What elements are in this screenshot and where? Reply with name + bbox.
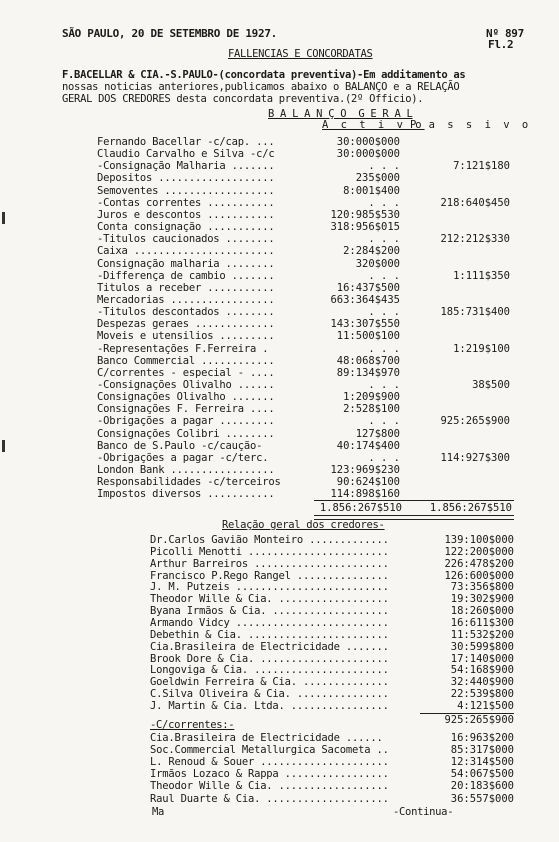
balance-row-activo: . . . bbox=[368, 451, 400, 464]
balance-row-activo: 16:437$500 bbox=[336, 281, 400, 294]
creditor-name: Dr.Carlos Gavião Monteiro ............. bbox=[150, 534, 389, 546]
creditor-value: 22:539$800 bbox=[450, 688, 514, 701]
creditor-name: Theodor Wille & Cia. .................. bbox=[150, 593, 389, 606]
creditor-name: Byana Irmãos & Cia. ................... bbox=[150, 605, 389, 618]
creditors-title: Relação geral dos credores- bbox=[222, 519, 385, 531]
cc-creditor-name: L. Renoud & Souer ..................... bbox=[150, 756, 389, 769]
balance-row-activo: 127$800 bbox=[355, 427, 400, 440]
balance-row-label: -Differença de cambio ....... bbox=[97, 269, 275, 282]
creditor-name: Arthur Barreiros ...................... bbox=[150, 557, 389, 570]
creditor-value: 16:611$300 bbox=[450, 616, 514, 629]
balance-row-passivo: 7:121$180 bbox=[453, 160, 510, 173]
balance-row-label: -Contas correntes ........... bbox=[97, 196, 275, 209]
intro-line-1: F.BACELLAR & CIA.-S.PAULO-(concordata preventiva)-Em additamento as bbox=[62, 69, 466, 81]
balance-row-passivo: 1:219$100 bbox=[453, 342, 510, 355]
balance-row-label: -Representações F.Ferreira . bbox=[97, 342, 269, 355]
balance-row-activo: 8:001$400 bbox=[343, 184, 400, 197]
balance-row-activo: 318:956$015 bbox=[330, 221, 400, 234]
balance-row-label: -Consignações Olivalho ...... bbox=[97, 379, 275, 391]
balance-row-activo: 30:000$000 bbox=[336, 136, 400, 148]
balance-row-activo: 235$000 bbox=[355, 172, 400, 185]
balance-row-label: Titulos a receber ........... bbox=[97, 281, 275, 294]
balance-row-label: Responsabilidades -c/terceiros bbox=[97, 476, 281, 489]
cc-creditor-value: 54:067$500 bbox=[450, 768, 514, 781]
balance-row-activo: 40:174$400 bbox=[336, 439, 400, 452]
section-title: FALLENCIAS E CONCORDATAS bbox=[228, 48, 373, 60]
creditor-name: Brook Dore & Cia. ..................... bbox=[150, 652, 389, 665]
balance-row-activo: . . . bbox=[368, 269, 400, 282]
cc-creditor-name: Theodor Wille & Cia. .................. bbox=[150, 780, 389, 793]
creditor-name: C.Silva Oliveira & Cia. ............... bbox=[150, 688, 389, 701]
creditor-value: 30:599$800 bbox=[450, 640, 514, 653]
creditor-value: 122:200$000 bbox=[444, 545, 514, 558]
balance-row-activo: 1:209$900 bbox=[343, 391, 400, 404]
balance-row-label: Impostos diversos ........... bbox=[97, 488, 275, 501]
column-passivo-header: P a s s i v o bbox=[410, 119, 532, 131]
cc-creditor-value: 36:557$000 bbox=[450, 792, 514, 805]
creditor-name: Goeldwin Ferreira & Cia. .............. bbox=[150, 676, 389, 689]
creditor-name: Cia.Brasileira de Electricidade ....... bbox=[150, 640, 389, 653]
balance-row-passivo: 185:731$400 bbox=[440, 306, 510, 319]
balance-row-label: -Consignação Malharia ....... bbox=[97, 160, 275, 173]
creditor-name: Picolli Menotti ....................... bbox=[150, 545, 389, 558]
contas-correntes-title: -C/correntes:- bbox=[150, 719, 235, 731]
creditor-value: 19:302$900 bbox=[450, 593, 514, 606]
creditor-name: Armando Vidcy ......................... bbox=[150, 616, 389, 629]
creditor-value: 139:100$000 bbox=[444, 534, 514, 546]
balance-row-activo: . . . bbox=[368, 233, 400, 246]
balance-row-activo: 663:364$435 bbox=[330, 293, 400, 306]
cc-creditor-value: 12:314$500 bbox=[450, 756, 514, 769]
balance-row-label: -Titulos descontados ........ bbox=[97, 306, 275, 319]
balance-row-label: C/correntes - especial - .... bbox=[97, 366, 275, 379]
intro-line-2: nossas noticias anteriores,publicamos abaixo o BALANÇO e a RELAÇÃO bbox=[62, 81, 460, 93]
creditor-value: 73:356$800 bbox=[450, 581, 514, 594]
balance-row-activo: 89:134$970 bbox=[336, 366, 400, 379]
balance-row-activo: 90:624$100 bbox=[336, 476, 400, 489]
creditor-name: Debethin & Cia. ....................... bbox=[150, 628, 389, 641]
balance-row-passivo: 38$500 bbox=[472, 379, 510, 391]
creditor-value: 11:532$200 bbox=[450, 628, 514, 641]
creditor-value: 226:478$200 bbox=[444, 557, 514, 570]
total-rule bbox=[314, 500, 514, 501]
balance-row-label: Consignações F. Ferreira .... bbox=[97, 403, 275, 416]
balance-row-label: Consignações Colibri ........ bbox=[97, 427, 275, 440]
reference-sheet: Fl.2 bbox=[488, 38, 514, 51]
continua-label: -Continua- bbox=[393, 806, 454, 818]
balance-row-label: -Obrigações a pagar -c/terc. bbox=[97, 451, 269, 464]
balance-row-activo: . . . bbox=[368, 160, 400, 173]
creditor-name: J. M. Putzeis ......................... bbox=[150, 581, 389, 594]
balance-title: B A L A N Ç O G E R A L bbox=[268, 108, 413, 120]
creditor-value: 54:168$900 bbox=[450, 664, 514, 677]
creditor-value: 126:600$000 bbox=[444, 569, 514, 582]
balance-row-activo: 120:985$530 bbox=[330, 208, 400, 221]
balance-row-activo: . . . bbox=[368, 196, 400, 209]
creditor-name: J. Martin & Cia. Ltda. ................ bbox=[150, 699, 389, 712]
creditor-value: 17:140$000 bbox=[450, 652, 514, 665]
balance-row-activo: 320$000 bbox=[355, 257, 400, 270]
balance-row-label: Banco Commercial ............ bbox=[97, 354, 275, 367]
balance-row-label: Caixa ....................... bbox=[97, 245, 275, 258]
balance-row-passivo: 212:212$330 bbox=[440, 233, 510, 246]
balance-row-label: -Titulos caucionados ........ bbox=[97, 233, 275, 246]
balance-row-label: Consignações Olivalho ....... bbox=[97, 391, 275, 404]
balance-row-label: Claudio Carvalho e Silva -c/c bbox=[97, 148, 275, 161]
balance-row-label: Banco de S.Paulo -c/caução- bbox=[97, 439, 263, 452]
column-activo-header: A c t i v o bbox=[322, 119, 425, 131]
creditor-value: 18:260$000 bbox=[450, 605, 514, 618]
total-passivo: 1.856:267$510 bbox=[429, 502, 512, 514]
balance-row-label: Juros e descontos ........... bbox=[97, 208, 275, 221]
cc-creditor-name: Irmãos Lozaco & Rappa ................. bbox=[150, 768, 389, 781]
balance-row-passivo: 218:640$450 bbox=[440, 196, 510, 209]
balance-row-label: Depositos ................... bbox=[97, 172, 275, 185]
balance-row-activo: 143:307$550 bbox=[330, 318, 400, 331]
balance-row-activo: 2:284$200 bbox=[343, 245, 400, 258]
margin-mark bbox=[2, 440, 5, 452]
balance-row-activo: 114:898$160 bbox=[330, 488, 400, 501]
cc-creditor-value: 85:317$000 bbox=[450, 744, 514, 757]
cc-creditor-name: Raul Duarte & Cia. .................... bbox=[150, 792, 389, 805]
creditor-value: 4:121$500 bbox=[457, 699, 514, 712]
total-activo: 1.856:267$510 bbox=[319, 502, 402, 514]
balance-row-activo: 2:528$100 bbox=[343, 403, 400, 416]
balance-row-label: -Obrigações a pagar ......... bbox=[97, 415, 275, 428]
balance-row-activo: . . . bbox=[368, 306, 400, 319]
balance-row-label: Conta consignação ........... bbox=[97, 221, 275, 234]
balance-row-passivo: 925:265$900 bbox=[440, 415, 510, 428]
balance-row-label: Fernando Bacellar -c/cap. ... bbox=[97, 136, 275, 148]
balance-row-activo: 48:068$700 bbox=[336, 354, 400, 367]
balance-row-passivo: 114:927$300 bbox=[440, 451, 510, 464]
balance-row-activo: . . . bbox=[368, 342, 400, 355]
balance-row-activo: 123:969$230 bbox=[330, 464, 400, 477]
balance-row-label: Moveis e utensilios ......... bbox=[97, 330, 275, 343]
balance-row-activo: . . . bbox=[368, 379, 400, 391]
creditor-name: Longoviga & Cia. ...................... bbox=[150, 664, 389, 677]
last-line-fragment: Ma bbox=[152, 806, 165, 818]
cc-creditor-value: 16:963$200 bbox=[450, 732, 514, 744]
balance-row-activo: . . . bbox=[368, 415, 400, 428]
balance-row-activo: 11:500$100 bbox=[336, 330, 400, 343]
balance-row-label: Semoventes .................. bbox=[97, 184, 275, 197]
creditors-subtotal: 925:265$900 bbox=[444, 714, 514, 726]
place-date: SÃO PAULO, 20 DE SETEMBRO DE 1927. bbox=[62, 27, 277, 40]
reference-number: Nº 897 bbox=[486, 27, 524, 40]
cc-creditor-value: 20:183$600 bbox=[450, 780, 514, 793]
cc-creditor-name: Cia.Brasileira de Electricidade ...... bbox=[150, 732, 383, 744]
balance-row-label: Mercadorias ................. bbox=[97, 293, 275, 306]
intro-line-3: GERAL DOS CREDORES desta concordata preventiva.(2º Officio). bbox=[62, 93, 424, 105]
margin-mark bbox=[2, 212, 5, 224]
balance-row-label: Consignação malharia ........ bbox=[97, 257, 275, 270]
balance-row-passivo: 1:111$350 bbox=[453, 269, 510, 282]
creditor-name: Francisco P.Rego Rangel ............... bbox=[150, 569, 389, 582]
balance-row-activo: 30:000$000 bbox=[336, 148, 400, 161]
cc-creditor-name: Soc.Commercial Metallurgica Sacometa .. bbox=[150, 744, 389, 757]
creditor-value: 32:440$900 bbox=[450, 676, 514, 689]
balance-row-label: London Bank ................. bbox=[97, 464, 275, 477]
balance-row-label: Despezas geraes ............. bbox=[97, 318, 275, 331]
